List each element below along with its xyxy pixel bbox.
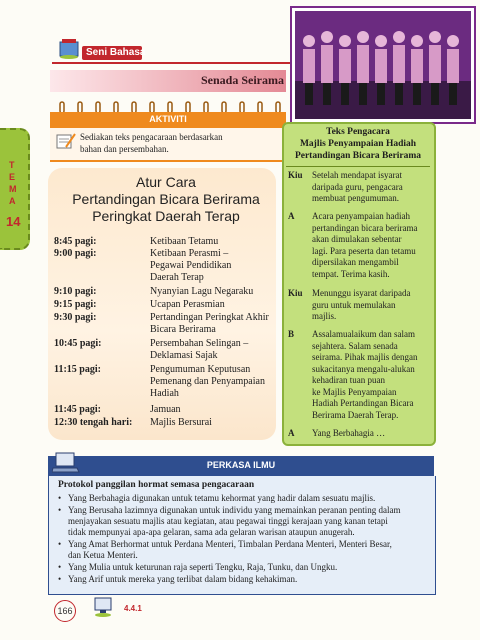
teks-title-line: Majlis Penyampaian Hadiah xyxy=(299,139,417,149)
bullet-line: dan Ketua Menteri. xyxy=(68,550,138,560)
speaker-line: seirama. Pihak majlis dengan xyxy=(312,352,418,362)
program-time: 8:45 pagi: xyxy=(54,236,97,247)
program-line: Nyanyian Lagu Negaraku xyxy=(150,286,254,297)
computer-icon xyxy=(92,596,116,618)
perkasa-bullet: • Yang Mulia untuk keturunan raja seperti Tengku, Raja, Tunku, dan Ungku. xyxy=(58,562,338,572)
aktiviti-text xyxy=(80,131,280,155)
speaker-text xyxy=(312,211,430,280)
speaker-label: B xyxy=(288,329,295,339)
pencil-paper-icon xyxy=(56,132,76,150)
speaker-line: pertandingan bicara berirama xyxy=(312,222,418,233)
program-time: 10:45 pagi: xyxy=(54,338,102,349)
teks-title-line: Teks Pengacara xyxy=(326,127,390,137)
perkasa-bullet: • Yang Berbahagia digunakan untuk tetamu kehormat yang hadir dalam sesuatu majlis. xyxy=(58,493,376,503)
program-item xyxy=(150,236,280,248)
program-line: Pertandingan Peringkat Akhir xyxy=(150,312,269,323)
program-line: Jamuan xyxy=(150,404,181,415)
speaker-label: Kiu xyxy=(288,170,303,180)
program-line: Pengumuman Keputusan xyxy=(150,364,251,375)
program-item xyxy=(150,404,280,416)
program-line: Majlis Bersurai xyxy=(150,417,212,428)
program-time: 9:00 pagi: xyxy=(54,248,97,259)
subject-label: Seni Bahasa xyxy=(86,47,146,58)
speaker-label: Kiu xyxy=(288,288,303,298)
speaker-text xyxy=(312,329,430,421)
speaker-line: membuat pengumuman. xyxy=(312,193,399,203)
atur-cara-title-line: Peringkat Daerah Terap xyxy=(92,208,240,224)
program-line: Pemenang dan Penyampaian xyxy=(150,376,265,387)
teks-title-line: Pertandingan Bicara Berirama xyxy=(294,151,422,161)
teks-pengacara-title xyxy=(286,126,430,162)
header-rule xyxy=(52,62,292,64)
program-item xyxy=(150,417,280,429)
program-time: 12:30 tengah hari: xyxy=(54,417,133,428)
speaker-line: Setelah mendapat isyarat xyxy=(312,170,402,180)
program-time: 9:10 pagi: xyxy=(54,286,97,297)
book-icon xyxy=(58,36,80,60)
tema-letter: E xyxy=(9,172,16,182)
speaker-line: sejahtera. Salam senada xyxy=(312,340,398,351)
bullet-line: Yang Mulia untuk keturunan raja seperti Tengku, Raja, Tunku, dan Ungku. xyxy=(68,562,338,572)
program-time: 9:15 pagi: xyxy=(54,299,97,310)
speaker-label: A xyxy=(288,428,295,438)
speaker-line: Assalamualaikum dan salam xyxy=(312,329,415,339)
aktiviti-label: AKTIVITI xyxy=(149,114,187,124)
speaker-line: sukacitanya mengalu-alukan xyxy=(312,363,415,374)
program-item xyxy=(150,364,280,400)
speaker-line: guru untuk memulakan xyxy=(312,299,396,310)
standard-code: 4.4.1 xyxy=(124,604,142,613)
speaker-text xyxy=(312,170,430,205)
page-number: 166 xyxy=(54,600,76,622)
speaker-text xyxy=(312,288,430,323)
teks-divider xyxy=(286,166,430,167)
tema-letter: T xyxy=(9,160,15,170)
program-time: 11:15 pagi: xyxy=(54,364,101,375)
bullet-line: menjayakan sesuatu majlis atau kegiatan, atau pegawai tinggi kerajaan yang kanan tetapi xyxy=(68,516,388,526)
perkasa-bullet: • Yang Berusaha lazimnya digunakan untuk individu yang memainkan peranan penting dalam menjayakan sesuatu majlis atau kegiatan, atau pegawai tinggi kerajaan yang kanan tetapi tidak mempunyai apa-apa gelaran, sama ada gelaran warisan ataupun anugerah. xyxy=(58,505,430,538)
bullet-line: tidak mempunyai apa-apa gelaran, sama ada gelaran warisan ataupun anugerah. xyxy=(68,527,355,537)
bullet-line: Yang Amat Berhormat untuk Perdana Menteri, Timbalan Perdana Menteri, Menteri Besar, xyxy=(68,539,392,549)
speaker-line: Menunggu isyarat daripada xyxy=(312,288,411,298)
program-line: Hadiah xyxy=(150,388,179,399)
aktiviti-line: Sediakan teks pengacaraan berdasarkan xyxy=(80,132,223,142)
speaker-line: Acara penyampaian hadiah xyxy=(312,211,410,221)
program-time: 9:30 pagi: xyxy=(54,312,97,323)
tema-letter: M xyxy=(9,184,17,194)
speaker-text xyxy=(312,428,430,440)
tema-number: 14 xyxy=(6,214,21,229)
bullet-line: Yang Berbahagia digunakan untuk tetamu kehormat yang hadir dalam sesuatu majlis. xyxy=(68,493,376,503)
speaker-line: majlis. xyxy=(312,311,337,321)
speaker-line: Berirama Daerah Terap. xyxy=(312,409,399,420)
program-item xyxy=(150,299,280,311)
perkasa-ilmu-label: PERKASA ILMU xyxy=(206,460,276,470)
program-line: Persembahan Selingan – xyxy=(150,338,249,349)
bullet-line: Yang Berusaha lazimnya digunakan untuk individu yang memainkan peranan penting dalam xyxy=(68,505,401,515)
speaker-label: A xyxy=(288,211,295,221)
program-item xyxy=(150,286,280,298)
program-time: 11:45 pagi: xyxy=(54,404,101,415)
program-line: Daerah Terap xyxy=(150,272,204,283)
program-item xyxy=(150,312,280,336)
speaker-line: akan dimulakan sebentar xyxy=(312,234,402,244)
program-item xyxy=(150,338,280,362)
atur-cara-title xyxy=(48,174,284,225)
program-line: Bicara Berirama xyxy=(150,324,216,335)
bullet-line: Yang Arif untuk mereka yang terlibat dalam bidang kehakiman. xyxy=(68,574,298,584)
tema-letter: A xyxy=(9,196,16,206)
speaker-line: Hadiah Pertandingan Bicara xyxy=(312,398,414,408)
speaker-line: tempat. Terima kasih. xyxy=(312,268,390,279)
speaker-line: lagi. Para peserta dan tetamu xyxy=(312,245,416,256)
performers-photo xyxy=(292,8,474,122)
program-line: Pegawai Pendidikan xyxy=(150,260,232,271)
program-line: Ketibaan Tetamu xyxy=(150,236,219,247)
program-line: Deklamasi Sajak xyxy=(150,350,218,361)
perkasa-ilmu-heading: Protokol panggilan hormat semasa pengacaraan xyxy=(58,480,255,490)
perkasa-bullet: • Yang Arif untuk mereka yang terlibat dalam bidang kehakiman. xyxy=(58,574,298,584)
section-title: Senada Seirama xyxy=(200,73,284,87)
aktiviti-line: bahan dan persembahan. xyxy=(80,144,169,154)
speaker-line: Yang Berbahagia … xyxy=(312,428,386,438)
atur-cara-title-line: Pertandingan Bicara Berirama xyxy=(72,191,260,207)
atur-cara-title-line: Atur Cara xyxy=(136,174,196,190)
perkasa-bullet: • Yang Amat Berhormat untuk Perdana Menteri, Timbalan Perdana Menteri, Menteri Besar, dan Ketua Menteri. xyxy=(58,539,430,561)
program-line: Ketibaan Perasmi – xyxy=(150,248,229,259)
speaker-line: kehadiran tuan puan xyxy=(312,375,385,385)
speaker-line: dipersilakan mengambil xyxy=(312,257,399,267)
speaker-line: daripada guru, pengacara xyxy=(312,181,403,192)
speaker-line: ke Majlis Penyampaian xyxy=(312,386,397,397)
program-item xyxy=(150,248,280,284)
program-line: Ucapan Perasmian xyxy=(150,299,225,310)
